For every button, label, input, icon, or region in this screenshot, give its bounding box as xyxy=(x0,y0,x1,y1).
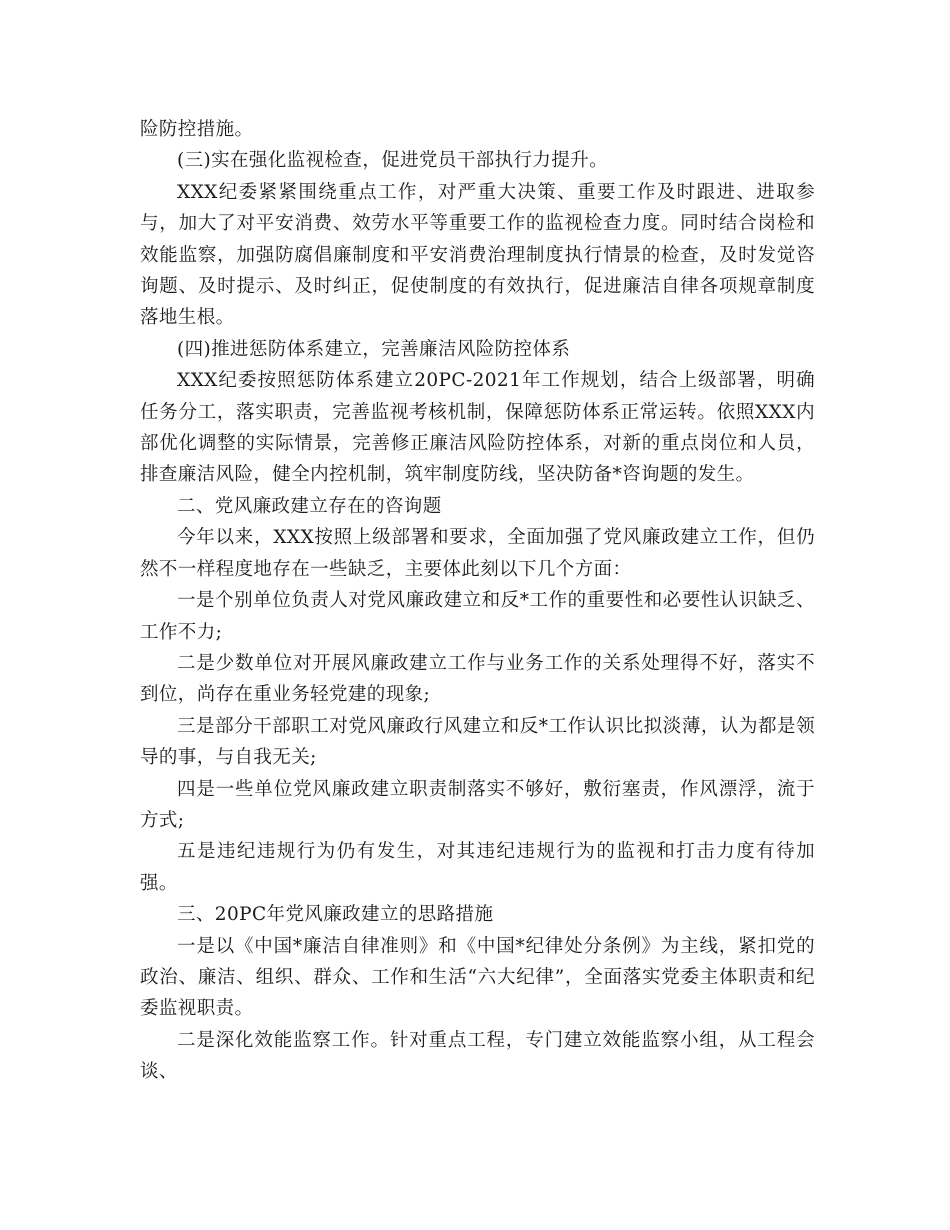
list-item: 三是部分干部职工对党风廉政行风建立和反*工作认识比拟淡薄，认为都是领导的事，与自我无关; xyxy=(140,715,815,769)
list-item: 四是一些单位党风廉政建立职责制落实不够好，敷衍塞责，作风漂浮，流于方式; xyxy=(140,778,815,831)
paragraph: (四)推进惩防体系建立，完善廉洁风险防控体系 xyxy=(177,338,571,360)
paragraph: 今年以来，XXX按照上级部署和要求，全面加强了党风廉政建立工作，但仍然不一样程度地存在一些缺乏，主要体此刻以下几个方面： xyxy=(140,527,815,580)
section-heading: 三、20PC年党风廉政建立的思路措施 xyxy=(177,904,494,926)
list-item: 一是个别单位负责人对党风廉政建立和反*工作的重要性和必要性认识缺乏、工作不力; xyxy=(140,590,815,643)
section-heading: 二、党风廉政建立存在的咨询题 xyxy=(177,495,442,517)
list-item: 一是以《中国*廉洁自律准则》和《中国*纪律处分条例》为主线，紧扣党的政治、廉洁、组织、群众、工作和生活“六大纪律”，全面落实党委主体职责和纪委监视职责。 xyxy=(140,935,815,1020)
list-item: 二是少数单位对开展风廉政建立工作与业务工作的关系处理得不好，落实不到位，尚存在重业务轻党建的现象; xyxy=(140,652,815,706)
list-item: 二是深化效能监察工作。针对重点工程，专门建立效能监察小组，从工程会谈、 xyxy=(140,1029,815,1083)
paragraph: (三)实在强化监视检查，促进党员干部执行力提升。 xyxy=(177,150,609,172)
document-body xyxy=(140,114,815,1088)
paragraph: 险防控措施。 xyxy=(140,119,254,140)
paragraph: XXX纪委紧紧围绕重点工作，对严重大决策、重要工作及时跟进、进取参与，加大了对平安消费、效劳水平等重要工作的监视检查力度。同时结合岗检和效能监察，加强防腐倡廉制度和平安消费治理制度执行情景的检查，及时发觉咨询题、及时提示、及时纠正，促使制度的有效执行，促进廉洁自律各项规章制度落地生根。 xyxy=(140,181,815,329)
paragraph: XXX纪委按照惩防体系建立20PC-2021年工作规划，结合上级部署，明确任务分工，落实职责，完善监视考核机制，保障惩防体系正常运转。依照XXX内部优化调整的实际情景，完善修正廉洁风险防控体系，对新的重点岗位和人员，排查廉洁风险，健全内控机制，筑牢制度防线，坚决防备*咨询题的发生。 xyxy=(140,370,815,486)
list-item: 五是违纪违规行为仍有发生，对其违纪违规行为的监视和打击力度有待加强。 xyxy=(140,841,815,894)
